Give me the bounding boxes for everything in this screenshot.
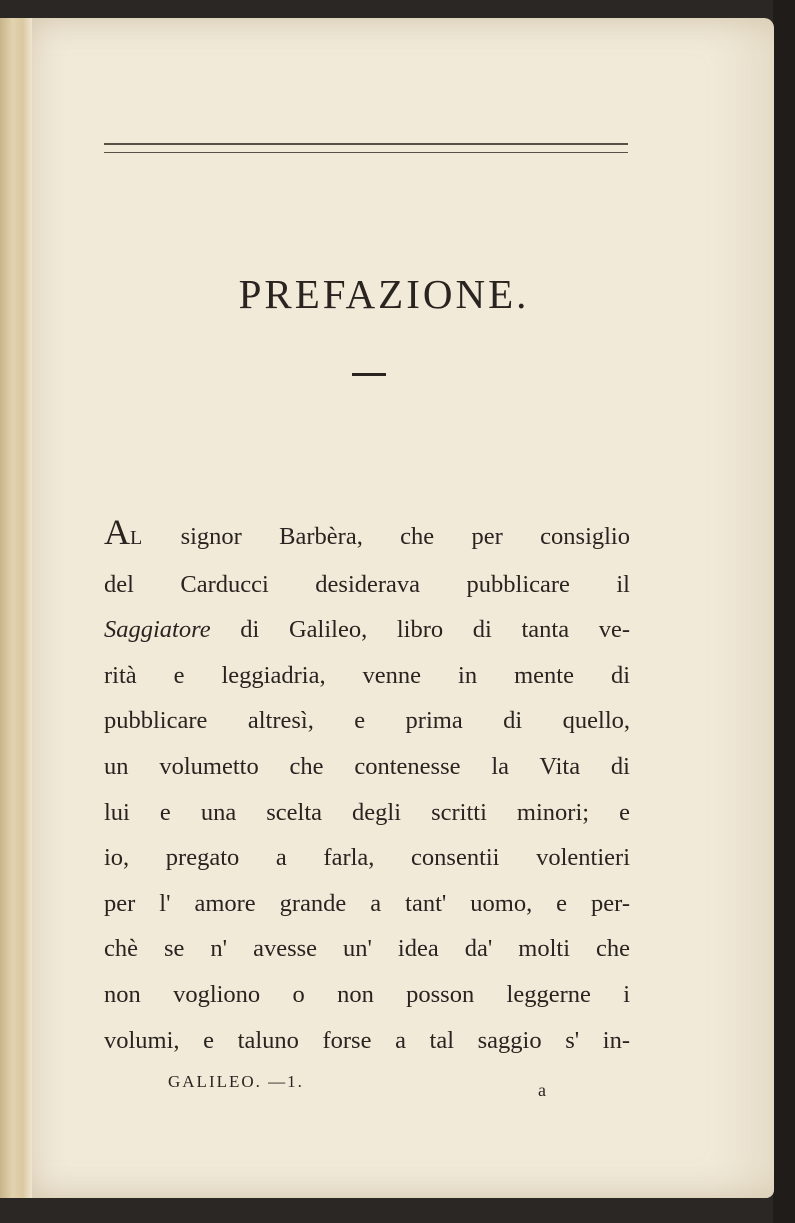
header-rule-bottom: [104, 152, 628, 153]
line-text: signor Barbèra, che per consiglio: [143, 523, 630, 550]
text-line: un volumetto che contenesse la Vita di: [104, 752, 630, 780]
dark-background-edge: [773, 0, 795, 1223]
text-line: chè se n' avesse un' idea da' molti che: [104, 935, 630, 963]
text-line: rità e leggiadria, venne in mente di: [104, 661, 630, 689]
text-line: del Carducci desiderava pubblicare il: [104, 570, 630, 598]
footer-signature: GALILEO. —1.: [168, 1072, 304, 1091]
text-line: volumi, e taluno forse a tal saggio s' in-: [104, 1026, 630, 1054]
text-line: io, pregato a farla, consentii volentieri: [104, 844, 630, 872]
footer-mark: a: [538, 1080, 546, 1100]
text-line: non vogliono o non posson leggerne i: [104, 980, 630, 1008]
text-line: [104, 607, 630, 653]
text-line: per l' amore grande a tant' uomo, e per-: [104, 889, 630, 917]
drop-cap: A: [104, 512, 130, 552]
small-caps: L: [130, 527, 144, 549]
italic-title: Saggiatore: [104, 616, 211, 644]
title-dash-ornament: [352, 373, 386, 376]
text-line: [104, 510, 630, 562]
header-rule-top: [104, 143, 628, 145]
page-title: PREFAZIONE.: [238, 271, 530, 317]
text-line: lui e una scelta degli scritti minori; e: [104, 798, 630, 826]
body-text: [104, 510, 630, 1063]
line-text: di Galileo, libro di tanta ve-: [210, 616, 630, 644]
page-binding: [0, 18, 32, 1198]
text-line: pubblicare altresì, e prima di quello,: [104, 707, 630, 735]
